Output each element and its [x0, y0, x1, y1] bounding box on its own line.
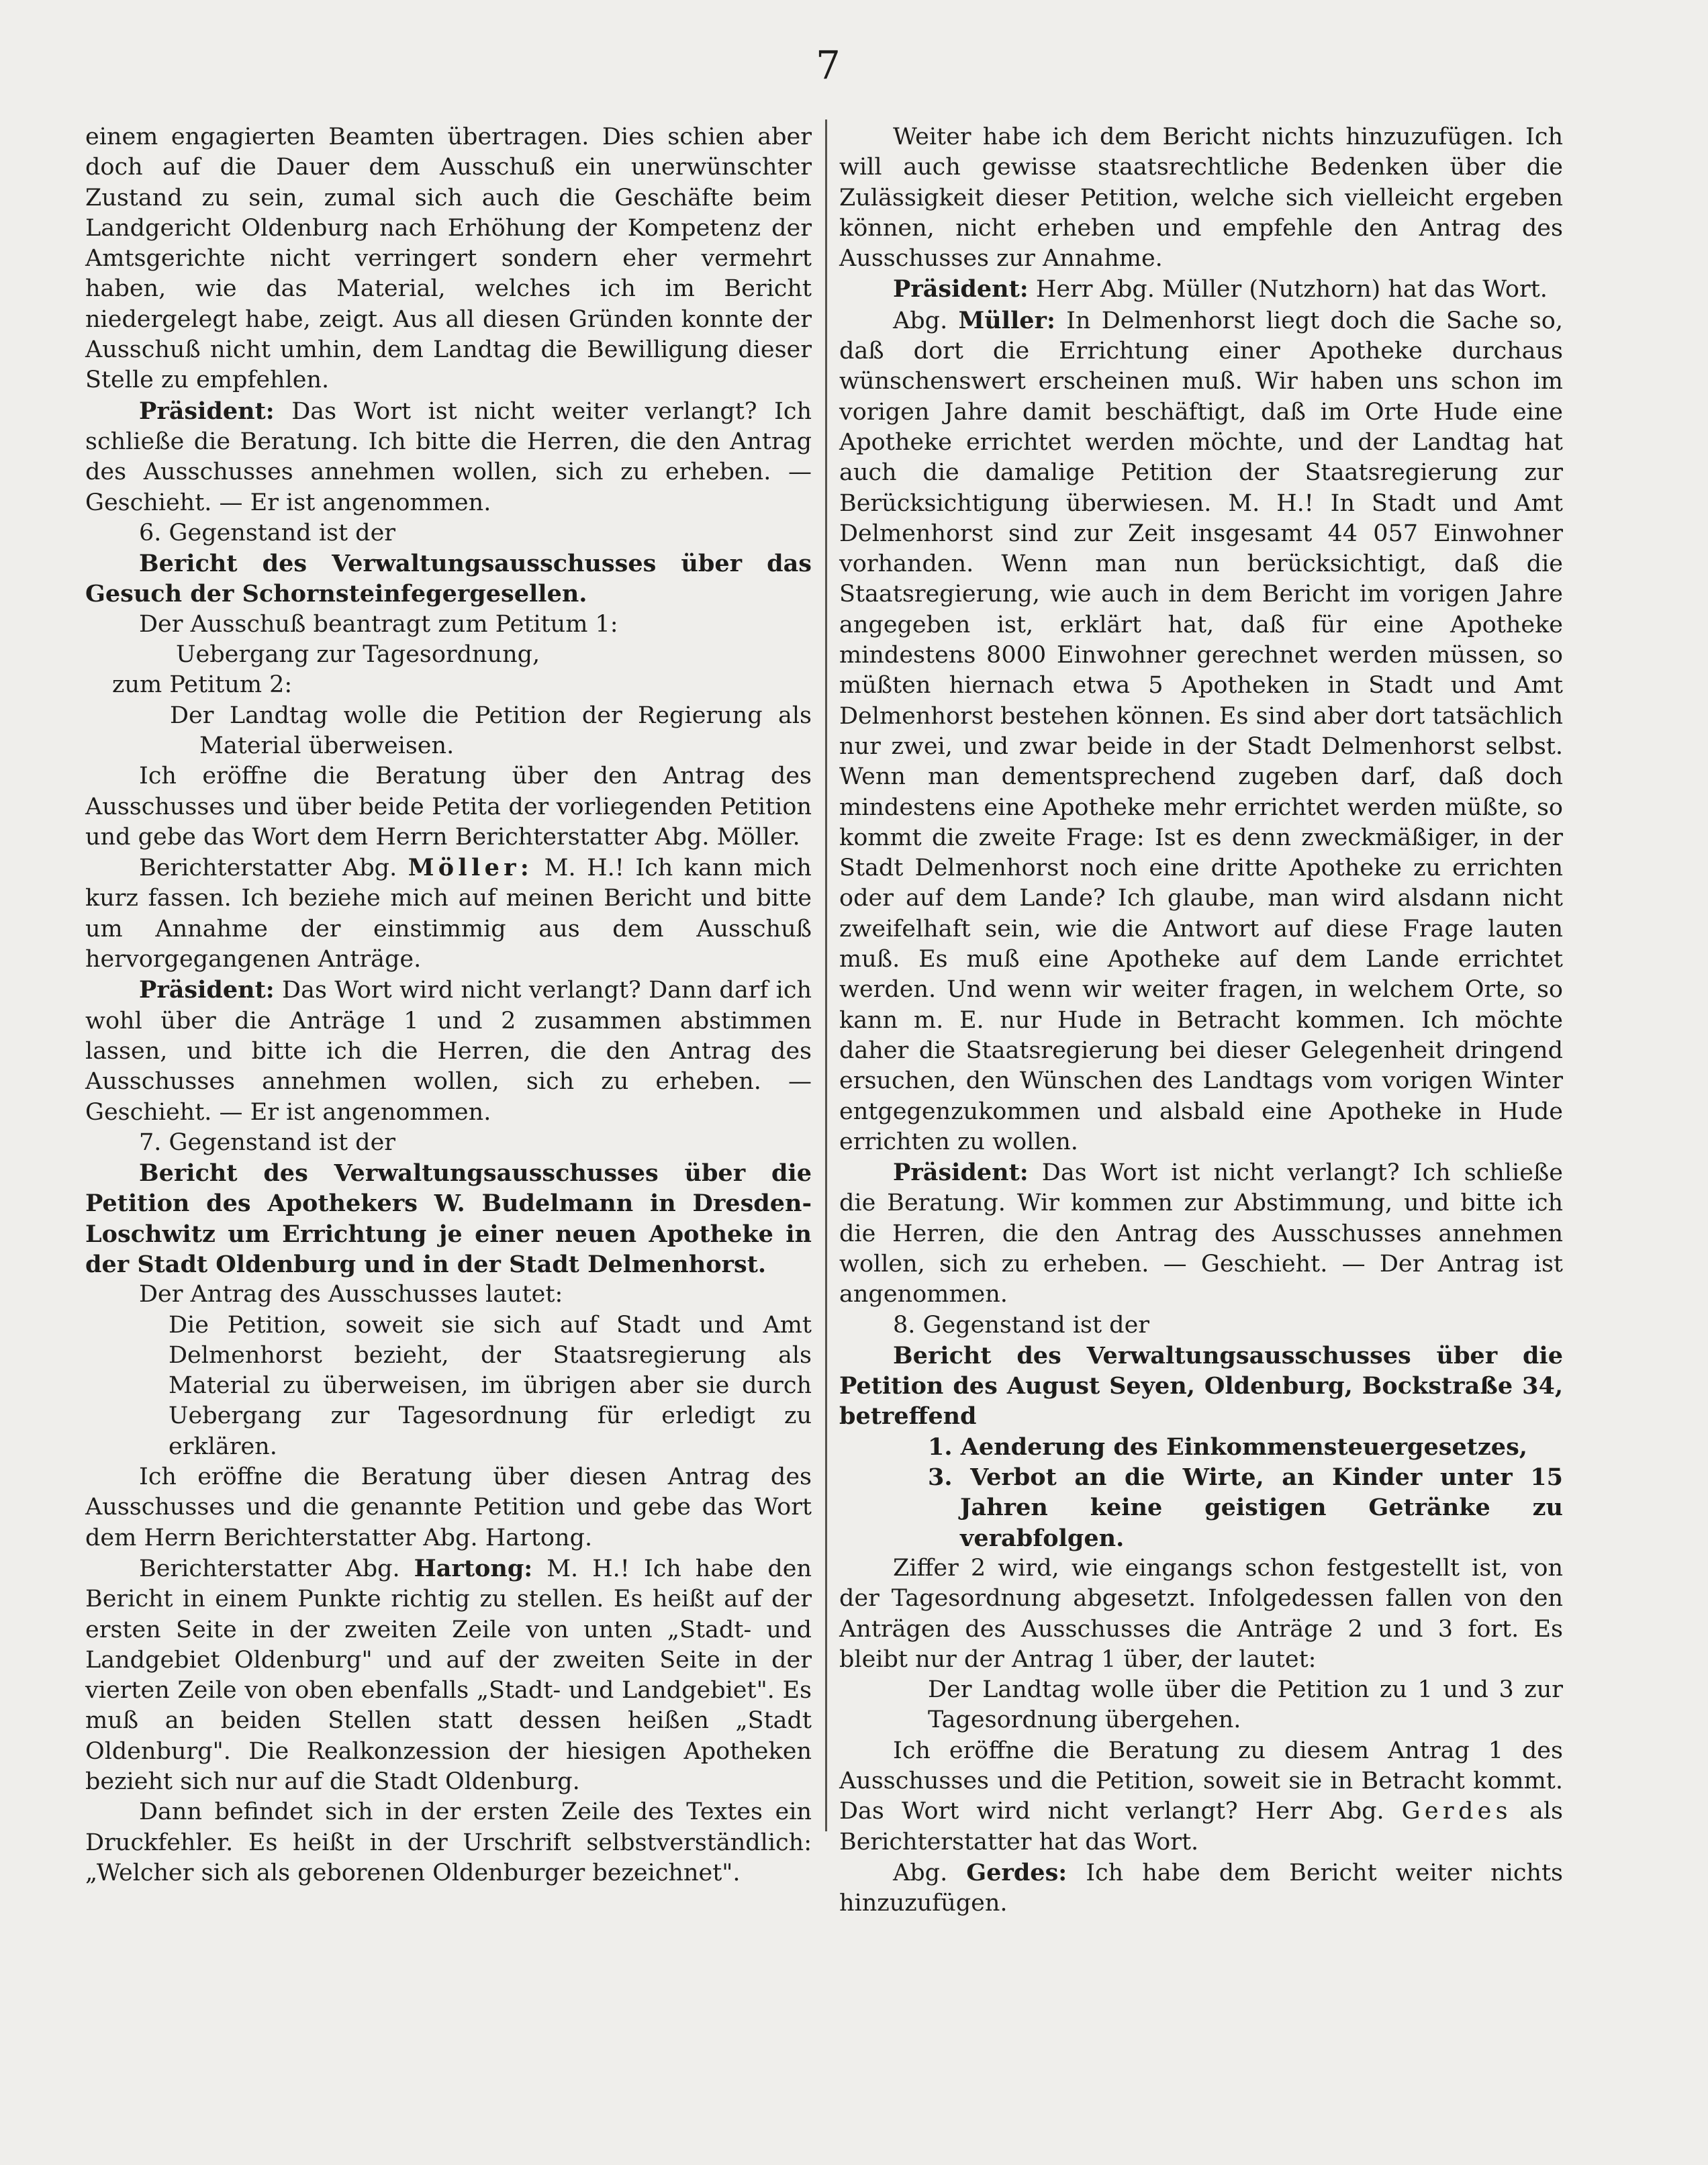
speaker-name: Präsident:	[139, 397, 275, 425]
agenda-subitem: 1. Aenderung des Einkommensteuergesetzes,	[928, 1433, 1527, 1461]
agenda-item-label: 7. Gegenstand ist der	[139, 1128, 396, 1156]
speech-prefix: Berichterstatter Abg.	[139, 1555, 414, 1582]
column-divider	[825, 119, 827, 1831]
speech-text: In Delmenhorst liegt doch die Sache so, daß dort die Errichtung einer Apotheke durchaus wünschenswert erscheinen muß. Wir haben uns schon im vorigen Jahre damit beschäftigt, daß im Orte Hude eine Apotheke errichtet werden möchte, und der Landtag hat auch die damalige Petition der Staatsregierung zur Berücksichtigung überwiesen. M. H.! In Stadt und Amt Delmenhorst sind zur Zeit insgesamt 44 057 Einwohner vorhanden. Wenn man nun berücksichtigt, daß die Staatsregierung, wie auch in dem Bericht im vorigen Jahre angegeben ist, erklärt hat, daß für eine Apotheke mindestens 8000 Einwohner gerechnet werden müssen, so müßten hiernach etwa 5 Apotheken in Stadt und Amt Delmenhorst bestehen können. Es sind aber dort tatsächlich nur zwei, und zwar beide in der Stadt Delmenhorst selbst. Wenn man dementsprechend zugeben darf, daß doch mindestens eine Apotheke mehr errichtet werden müßte, so kommt die zweite Frage: Ist es denn zweckmäßiger, in der Stadt Delmenhorst noch eine dritte Apotheke zu errichten oder auf dem Lande? Ich glaube, man wird alsdann nicht zweifelhaft sein, wie die Antwort auf diese Frage lauten muß. Es muß eine Apotheke auf dem Lande errichtet werden. Und wenn wir weiter fragen, in welchem Orte, so kann m. E. nur Hude in Betracht kommen. Ich möchte daher die Staatsregierung bei dieser Gelegenheit dringend ersuchen, den Wünschen des Landtags vom vorigen Winter entgegenzukommen und alsbald eine Apotheke in Hude errichten zu wollen.	[839, 307, 1564, 1155]
paragraph: Ich eröffne die Beratung über diesen Antrag des Ausschusses und die genannte Petition und gebe das Wort dem Herrn Berichterstatter Abg. Hartong.	[85, 1463, 812, 1551]
right-column	[839, 122, 1563, 1919]
paragraph	[839, 274, 1563, 305]
agenda-item-heading: Bericht des Verwaltungsausschusses über das Gesuch der Schornsteinfegergesellen.	[85, 550, 812, 608]
speech-prefix: Abg.	[893, 1859, 967, 1886]
paragraph: Der Ausschuß beantragt zum Petitum 1:	[139, 610, 618, 638]
paragraph	[839, 1736, 1563, 1858]
paragraph: Dann befindet sich in der ersten Zeile des Textes ein Druckfehler. Es heißt in der Urschrift selbstverständlich: „Welcher sich als geborenen Oldenburger bezeichnet".	[85, 1798, 812, 1886]
paragraph	[85, 1553, 812, 1797]
speech-text: als Berichterstatter hat das Wort.	[839, 1798, 1563, 1856]
speech-text: Das Wort wird nicht verlangt? Dann darf ich wohl über die Anträge 1 und 2 zusammen abstimmen lassen, und bitte ich die Herren, die den Antrag des Ausschusses annehmen wollen, sich zu erheben. — Geschieht. — Er ist angenommen.	[85, 977, 812, 1126]
motion-text: Der Landtag wolle über die Petition zu 1 und 3 zur Tagesordnung übergehen.	[928, 1676, 1563, 1734]
speaker-name: Präsident:	[893, 275, 1029, 303]
paragraph: Ich eröffne die Beratung über den Antrag des Ausschusses und über beide Petita der vorliegenden Petition und gebe das Wort dem Herrn Berichterstatter Abg. Möller.	[85, 763, 812, 851]
speaker-name: Müller:	[958, 306, 1055, 334]
speech-text: M. H.! Ich habe den Bericht in einem Punkte richtig zu stellen. Es heißt auf der ersten Seite in der zweiten Zeile von unten „Stadt- und Landgebiet Oldenburg" und auf der zweiten Seite in der vierten Zeile von oben ebenfalls „Stadt- und Landgebiet". Es muß an beiden Stellen statt dessen heißen „Stadt Oldenburg". Die Realkonzession der hiesigen Apotheken bezieht sich nur auf die Stadt Oldenburg.	[85, 1555, 812, 1796]
page-number: 7	[816, 42, 841, 88]
speaker-name: Präsident:	[139, 976, 275, 1004]
member-name: Gerdes	[1401, 1798, 1512, 1825]
agenda-item-heading: Bericht des Verwaltungsausschusses über die Petition des August Seyen, Oldenburg, Bockstraße 34, betreffend	[839, 1341, 1563, 1431]
speaker-name: Gerdes:	[966, 1858, 1068, 1886]
speech-text: Ich eröffne die Beratung zu diesem Antrag 1 des Ausschusses und die Petition, soweit sie in Betracht kommt. Das Wort wird nicht verlangt? Herr Abg.	[839, 1737, 1563, 1825]
paragraph	[839, 1858, 1563, 1919]
paragraph: Ziffer 2 wird, wie eingangs schon festgestellt ist, von der Tagesordnung abgesetzt. Infolgedessen fallen von den Anträgen des Ausschusses die Anträge 2 und 3 fort. Es bleibt nur der Antrag 1 über, der lautet:	[839, 1554, 1563, 1673]
speaker-name: Hartong:	[414, 1554, 533, 1582]
motion-text: Uebergang zur Tagesordnung,	[176, 641, 540, 669]
paragraph	[85, 975, 812, 1127]
paragraph	[839, 1157, 1563, 1310]
paragraph: zum Petitum 2:	[112, 671, 293, 699]
speech-prefix: Berichterstatter Abg.	[139, 855, 408, 882]
paragraph: einem engagierten Beamten übertragen. Dies schien aber doch auf die Dauer dem Ausschuß ein unerwünschter Zustand zu sein, zumal sich auch die Geschäfte beim Landgericht Oldenburg nach Erhöhung der Kompetenz der Amtsgerichte nicht verringert sondern eher vermehrt haben, wie das Material, welches ich im Bericht niedergelegt habe, zeigt. Aus all diesen Gründen konnte der Ausschuß nicht umhin, dem Landtag die Bewilligung dieser Stelle zu empfehlen.	[85, 124, 812, 394]
speaker-name: Präsident:	[893, 1159, 1029, 1187]
paragraph	[839, 305, 1563, 1157]
paragraph	[85, 853, 812, 975]
speech-text: Das Wort ist nicht weiter verlangt? Ich schließe die Beratung. Ich bitte die Herren, die den Antrag des Ausschusses annehmen wollen, sich zu erheben. — Geschieht. — Er ist angenommen.	[85, 397, 812, 516]
paragraph: Weiter habe ich dem Bericht nichts hinzuzufügen. Ich will auch gewisse staatsrechtliche Bedenken über die Zulässigkeit dieser Petition, welche sich vielleicht ergeben können, nicht erheben und empfehle den Antrag des Ausschusses zur Annahme.	[839, 124, 1563, 273]
left-column	[85, 122, 812, 1888]
speech-text: Herr Abg. Müller (Nutzhorn) hat das Wort.	[1028, 276, 1548, 303]
speech-text: Ich habe dem Bericht weiter nichts hinzuzufügen.	[839, 1859, 1563, 1917]
agenda-item-label: 8. Gegenstand ist der	[893, 1311, 1150, 1339]
speaker-name: Möller:	[408, 854, 534, 882]
paragraph: Der Antrag des Ausschusses lautet:	[139, 1281, 563, 1308]
motion-text: Die Petition, soweit sie sich auf Stadt und Amt Delmenhorst bezieht, der Staatsregierung als Material zu überweisen, im übrigen aber sie durch Uebergang zur Tagesordnung für erledigt zu erklären.	[169, 1311, 812, 1460]
speech-text: Das Wort ist nicht verlangt? Ich schließe die Beratung. Wir kommen zur Abstimmung, und bitte ich die Herren, die den Antrag des Ausschusses annehmen wollen, sich zu erheben. — Geschieht. — Der Antrag ist angenommen.	[839, 1159, 1563, 1308]
paragraph	[85, 396, 812, 518]
motion-text: Der Landtag wolle die Petition der Regierung als Material überweisen.	[170, 702, 812, 759]
agenda-subitem: 3. Verbot an die Wirte, an Kinder unter 15 Jahren keine geistigen Getränke zu verabfolgen.	[928, 1463, 1563, 1552]
speech-text: M. H.! Ich kann mich kurz fassen. Ich beziehe mich auf meinen Bericht und bitte um Annahme der einstimmig aus dem Ausschuß hervorgegangenen Anträge.	[85, 855, 812, 973]
agenda-item-label: 6. Gegenstand ist der	[139, 519, 396, 546]
speech-prefix: Abg.	[893, 307, 959, 334]
agenda-item-heading: Bericht des Verwaltungsausschusses über die Petition des Apothekers W. Budelmann in Dresden-Loschwitz um Errichtung je einer neuen Apotheke in der Stadt Oldenburg und in der Stadt Delmenhorst.	[85, 1159, 812, 1278]
